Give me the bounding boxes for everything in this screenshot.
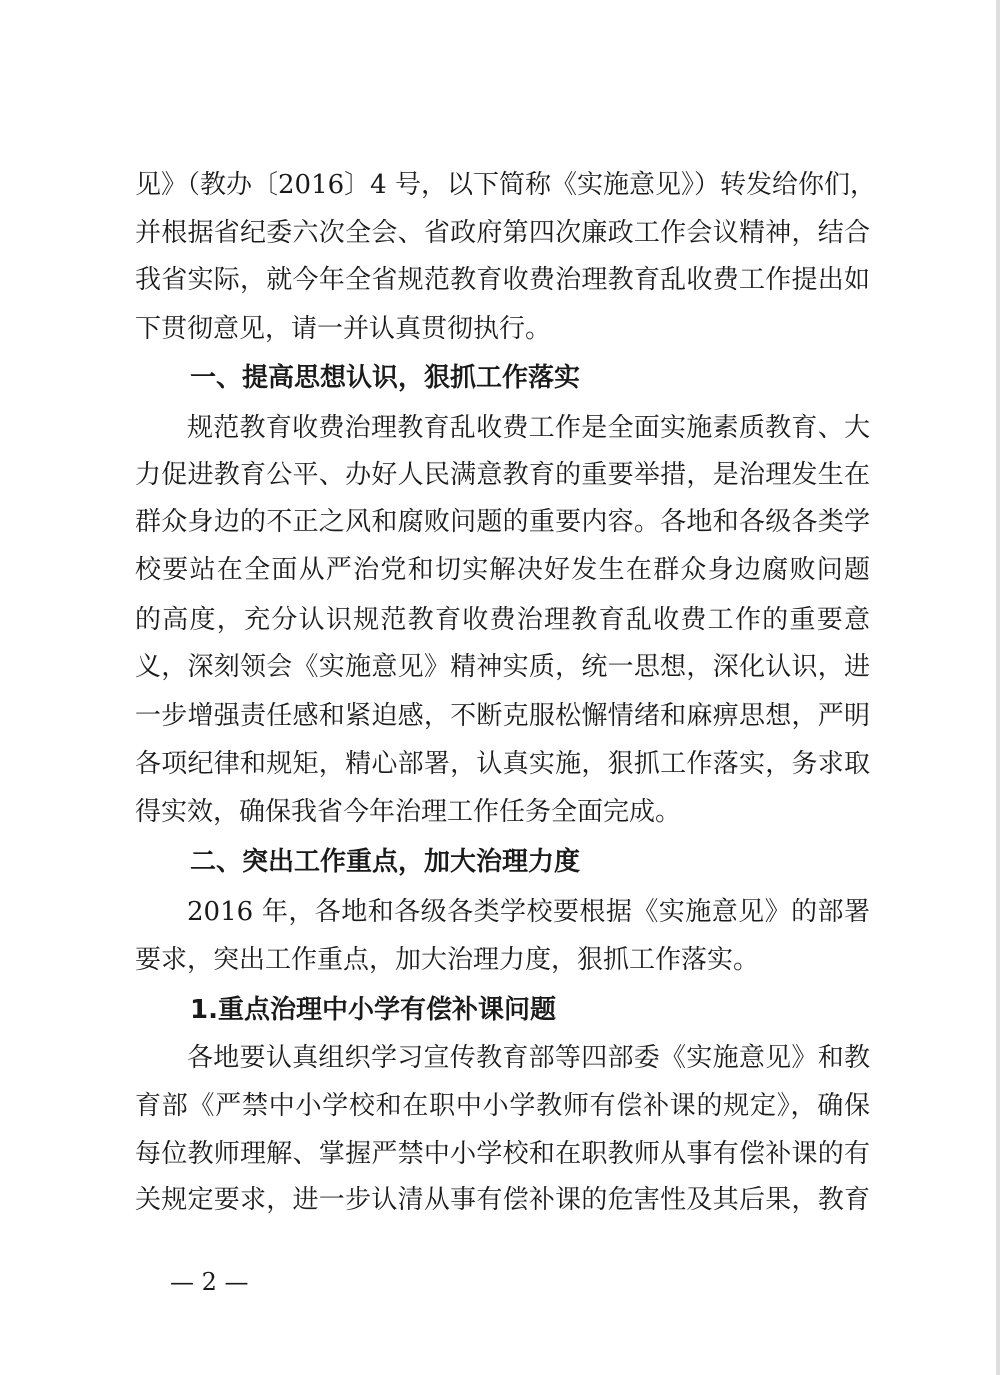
text-line: 校要站在全面从严治党和切实解决好发生在群众身边腐败问题 <box>135 555 870 585</box>
text-line: 我省实际，就今年全省规范教育收费治理教育乱收费工作提出如 <box>135 265 870 295</box>
text-line: 见》（教办〔2016〕4 号，以下简称《实施意见》）转发给你们， <box>135 170 876 200</box>
section-heading: 一、提高思想认识，狠抓工作落实 <box>190 363 581 393</box>
text-line: 的高度，充分认识规范教育收费治理教育乱收费工作的重要意 <box>135 605 870 635</box>
scan-edge <box>996 0 1000 1375</box>
text-line: 育部《严禁中小学校和在职中小学教师有偿补课的规定》，确保 <box>135 1091 870 1121</box>
text-line: 每位教师理解、掌握严禁中小学校和在职教师从事有偿补课的有 <box>135 1139 870 1169</box>
text-line: 各项纪律和规矩，精心部署，认真实施，狠抓工作落实，务求取 <box>135 749 870 779</box>
section-heading: 二、突出工作重点，加大治理力度 <box>190 847 581 877</box>
text-line: 并根据省纪委六次全会、省政府第四次廉政工作会议精神，结合 <box>135 218 870 248</box>
text-line: 要求，突出工作重点，加大治理力度，狠抓工作落实。 <box>135 945 760 975</box>
text-line: 义，深刻领会《实施意见》精神实质，统一思想，深化认识，进 <box>135 652 870 682</box>
text-line: 力促进教育公平、办好人民满意教育的重要举措，是治理发生在 <box>135 460 870 490</box>
text-line: 各地要认真组织学习宣传教育部等四部委《实施意见》和教 <box>187 1043 870 1073</box>
text-line: 2016 年，各地和各级各类学校要根据《实施意见》的部署 <box>187 897 870 927</box>
text-line: 得实效，确保我省今年治理工作任务全面完成。 <box>135 797 682 827</box>
text-line: 一步增强责任感和紧迫感，不断克服松懈情绪和麻痹思想，严明 <box>135 701 870 731</box>
page-number: — 2 — <box>170 1268 249 1296</box>
text-line: 规范教育收费治理教育乱收费工作是全面实施素质教育、大 <box>187 413 870 443</box>
text-line: 下贯彻意见，请一并认真贯彻执行。 <box>135 314 552 344</box>
text-line: 关规定要求，进一步认清从事有偿补课的危害性及其后果，教育 <box>135 1185 870 1215</box>
text-line: 群众身边的不正之风和腐败问题的重要内容。各地和各级各类学 <box>135 507 870 537</box>
subsection-heading: 1.重点治理中小学有偿补课问题 <box>190 995 556 1025</box>
